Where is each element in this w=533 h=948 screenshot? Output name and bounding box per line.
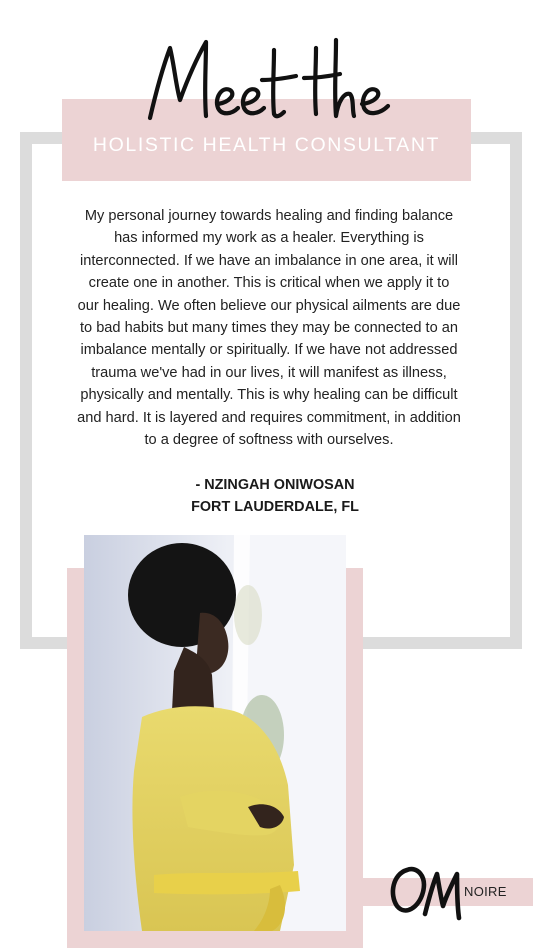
script-heading — [140, 20, 400, 140]
bio-line: create one in another. This is critical when we apply it to — [88, 275, 450, 292]
portrait-photo-icon — [84, 535, 346, 931]
attribution-location: FORT LAUDERDALE, FL — [191, 499, 359, 515]
bio-line: trauma we've had in our lives, it will manifest as illness, — [91, 364, 447, 381]
bio-line: and hard. It is layered and requires commitment, in addition — [77, 409, 461, 426]
attribution-name: - NZINGAH ONIWOSAN — [195, 477, 355, 493]
portrait-photo — [84, 535, 346, 931]
bio-line: to a degree of softness with ourselves. — [144, 432, 394, 449]
logo-wordmark: NOIRE — [464, 884, 507, 899]
bio-line: to bad habits but many times they may be connected to an — [79, 320, 459, 337]
om-logo-icon — [385, 852, 475, 924]
script-title-icon — [140, 20, 400, 140]
attribution — [60, 474, 490, 518]
bio-line: has informed my work as a healer. Everything is — [114, 230, 424, 247]
bio-line: physically and mentally. This is why healing can be difficult — [80, 387, 458, 404]
bio-paragraph — [54, 205, 484, 451]
bio-line: our healing. We often believe our physical ailments are due — [77, 297, 461, 314]
logo-mark — [385, 852, 475, 924]
bio-line: imbalance mentally or spiritually. If we have not addressed — [80, 342, 458, 359]
subtitle: HOLISTIC HEALTH CONSULTANT — [92, 134, 441, 156]
bio-line: interconnected. If we have an imbalance in one area, it will — [79, 252, 459, 269]
bio-line: My personal journey towards healing and finding balance — [84, 208, 454, 224]
